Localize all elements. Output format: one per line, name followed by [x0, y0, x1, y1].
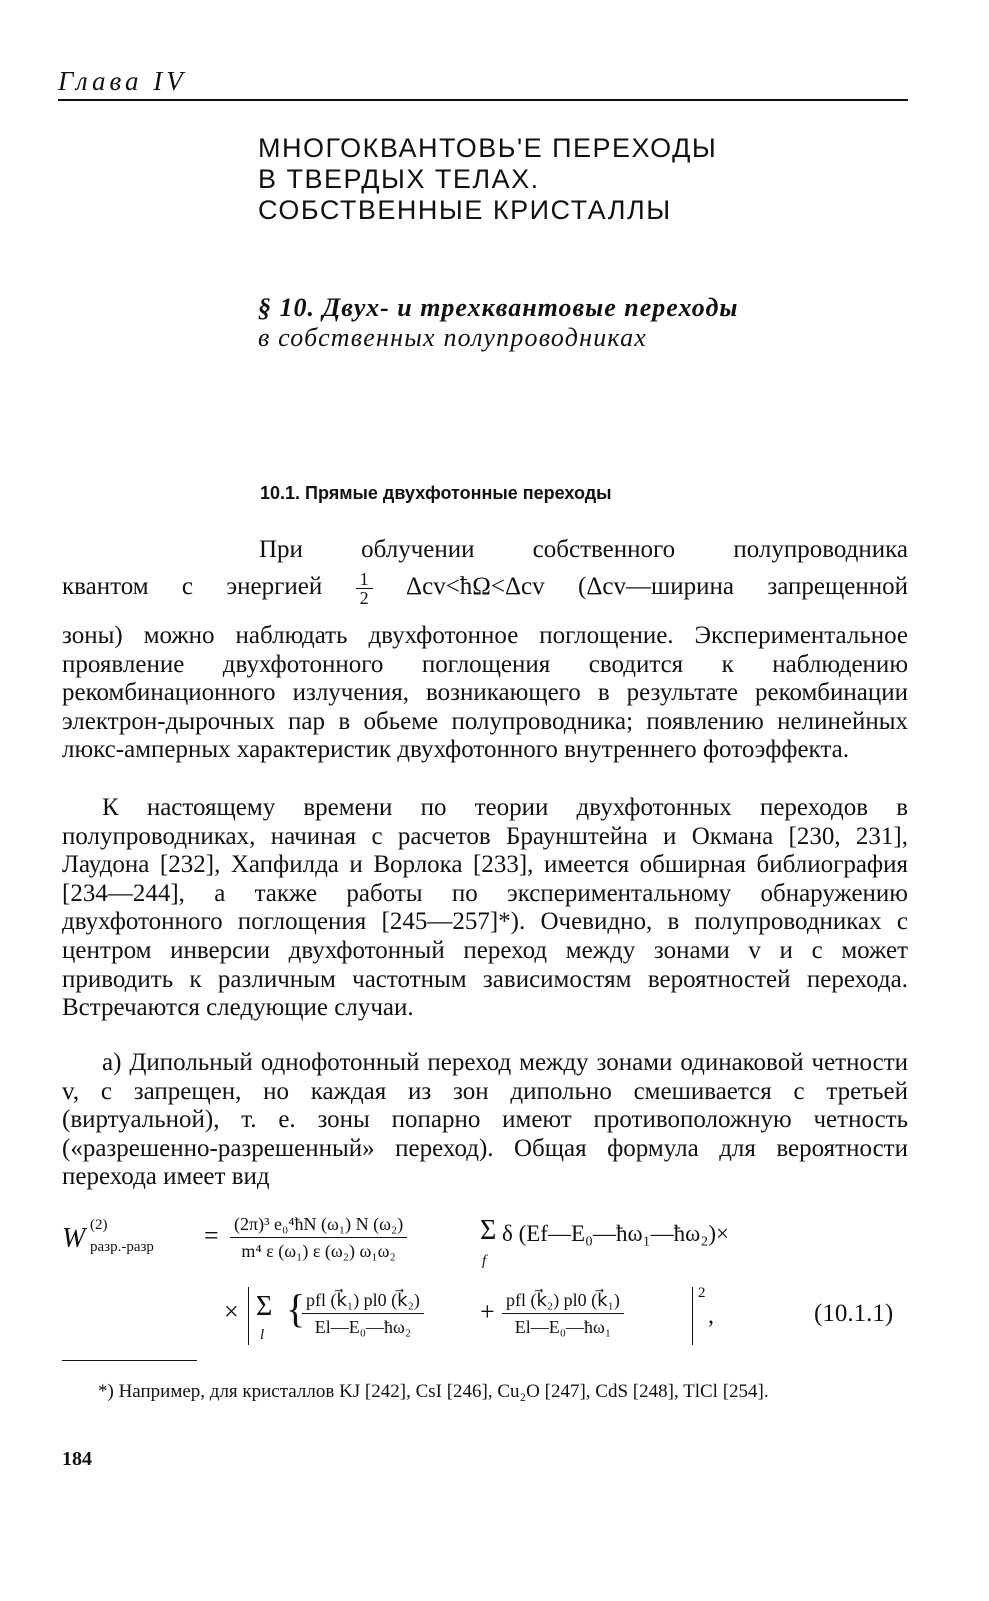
section-title-part2: в собственных полупроводниках [258, 323, 648, 352]
paragraph2: К настоящему времени по теории двухфотонных переходов в полупроводниках, начиная с расчетов Браунштейна и Окмана [230, 231], Лаудона [232], Хапфилда и Ворлока [233], имеется обширная библиография [234—244], а также работы по экспериментальному обнаружению двухфотонного поглощения [245—257]*). Очевидно, в полупроводниках с центром инверсии двухфотонный переход между зонами v и c может приводить к различным частотным зависимостям вероятностей перехода. Встречаются следующие случаи. [62, 794, 908, 1022]
fraction-denominator: 2 [359, 588, 369, 608]
footnote: *) Например, для кристаллов KJ [242], CsI [246], Cu₂O [247], CdS [248], TlCl [254]. [98, 1381, 769, 1402]
footnote-rule [62, 1360, 197, 1361]
formula-sum-l: Σ [256, 1291, 273, 1322]
formula-fraction-1 [230, 1211, 407, 1264]
section-heading-line1 [258, 293, 738, 323]
paragraph1-line2-math: Δcv<ħΩ<Δcv [406, 573, 545, 601]
chapter-rule [58, 99, 908, 101]
formula-brace: { [286, 1286, 306, 1331]
formula-sum-f: Σ [480, 1215, 497, 1246]
section-title-part1: Двух- и трехквантовые переходы [322, 293, 739, 322]
chapter-title-line3: СОБСТВЕННЫЕ КРИСТАЛЛЫ [258, 195, 672, 225]
abs-bar-right [692, 1287, 693, 1345]
paragraph1-line2-before: квантом с энергией [62, 573, 323, 601]
formula-comma: , [708, 1303, 714, 1329]
formula-numerator-3: pfl (k⃗₂) pl0 (k⃗₁) [502, 1287, 624, 1314]
formula-denominator-3: El—E₀—ħω₁ [514, 1317, 612, 1337]
formula-numerator-1: (2π)³ e₀⁴ħN (ω₁) N (ω₂) [230, 1211, 407, 1238]
fraction-numerator: 1 [356, 570, 373, 589]
formula-numerator-2: pfl (k⃗₁) pl0 (k⃗₂) [302, 1287, 424, 1314]
formula-sum-l-index: l [260, 1327, 265, 1343]
formula-denominator-2: El—E₀—ħω₂ [314, 1317, 412, 1337]
formula-fraction-3 [502, 1287, 624, 1340]
formula-delta: δ (Ef—E₀—ħω₁—ħω₂)× [502, 1221, 729, 1246]
paragraph1-line1: При облучении собственного полупроводника [259, 536, 908, 563]
paragraph1-line2-after: (Δcv—ширина запрещенной [578, 573, 909, 601]
formula-sum-f-index: f [482, 1253, 487, 1269]
formula-denominator-1: m⁴ ε (ω₁) ε (ω₂) ω₁ω₂ [241, 1241, 396, 1261]
formula-lhs-sup: (2) [90, 1217, 108, 1233]
formula-equals: = [204, 1221, 219, 1250]
page-number: 184 [62, 1448, 92, 1470]
abs-bar-left [248, 1287, 249, 1345]
formula-power: 2 [698, 1285, 706, 1301]
paragraph3: а) Дипольный однофотонный переход между зонами одинаковой четности v, c запрещен, но каждая из зон дипольно смешивается с третьей (виртуальной), т. е. зоны попарно имеют противоположную четность («разрешенно-разрешенный» переход). Общая формула для вероятности перехода имеет вид [62, 1049, 908, 1191]
chapter-label: Глава IV [58, 66, 187, 96]
paragraph1-rest: зоны) можно наблюдать двухфотонное поглощение. Экспериментальное проявление двухфотонного поглощения сводится к наблюдению рекомбинационного излучения, возникающего в результате рекомбинации электрон-дырочных пар в обьеме полупроводника; появлению нелинейных люкс-амперных характеристик двухфотонного внутреннего фотоэффекта. [62, 622, 908, 764]
formula-lhs: W [62, 1223, 86, 1254]
formula-lhs-sub: разр.-разр [90, 1239, 154, 1255]
formula-10-1-1 [62, 1205, 908, 1355]
formula-times: × [224, 1297, 239, 1326]
chapter-title-line1: МНОГОКВАНТОВЬ'Е ПЕРЕХОДЫ [258, 133, 718, 163]
chapter-title-line2: В ТВЕРДЫХ ТЕЛАХ. [258, 164, 540, 194]
formula-plus: + [480, 1297, 495, 1326]
subsection-title: 10.1. Прямые двухфотонные переходы [260, 483, 612, 503]
formula-number: (10.1.1) [814, 1300, 894, 1327]
paragraph1-line2 [62, 569, 909, 608]
section-number: § 10. [258, 293, 315, 322]
formula-fraction-2 [302, 1287, 424, 1340]
fraction-one-half [356, 570, 373, 607]
